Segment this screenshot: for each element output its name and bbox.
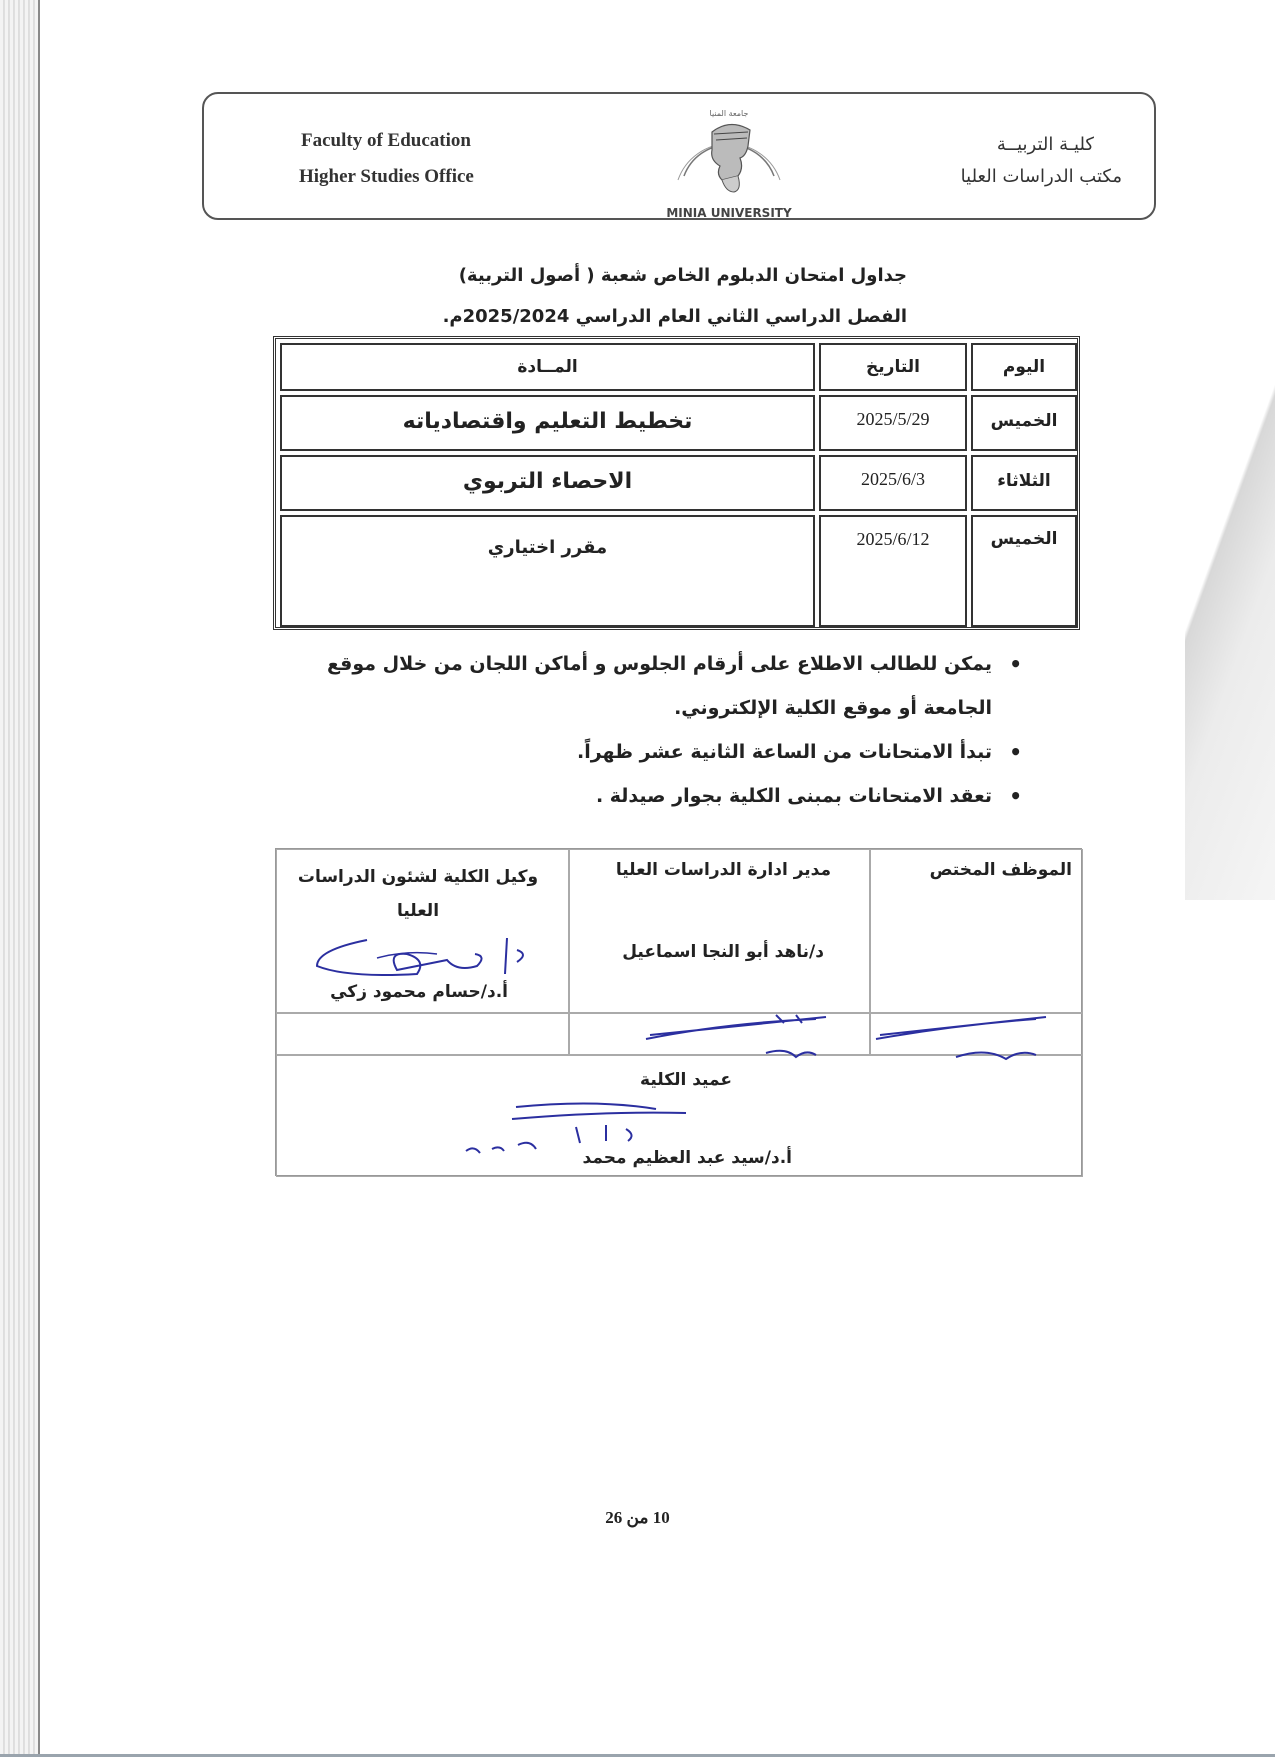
note-item: • تبدأ الامتحانات من الساعة الثانية عشر ظهراً.	[282, 730, 1022, 774]
dean-name: أ.د/سيد عبد العظيم محمد	[582, 1148, 792, 1168]
row1-date: 2025/5/29	[819, 395, 967, 451]
university-logo	[664, 106, 794, 222]
exam-schedule-table	[273, 336, 1080, 630]
row3-date: 2025/6/12	[819, 515, 967, 627]
logo-caption: MINIA UNIVERSITY	[666, 206, 792, 220]
logo-arc-text: جامعة المنيا	[709, 109, 749, 118]
header-date: التاريخ	[819, 343, 967, 391]
vice-dean-cell	[276, 849, 569, 1013]
letterhead	[202, 92, 1156, 220]
notes-list	[282, 642, 1022, 818]
vice-dean-title: وكيل الكلية لشئون الدراسات العليا	[297, 867, 539, 921]
signatures-table	[275, 848, 1082, 1176]
dean-signature	[456, 1099, 736, 1169]
manager-name: د/ناهد أبو النجا اسماعيل	[622, 942, 824, 962]
vice-dean-signature	[307, 930, 537, 990]
row2-subject: الاحصاء التربوي	[280, 455, 815, 511]
approval-scribbles	[636, 1009, 1096, 1069]
vice-dean-name: أ.د/حسام محمود زكي	[330, 982, 508, 1002]
manager-cell	[569, 849, 870, 1013]
schedule-title: جداول امتحان الدبلوم الخاص شعبة ( أصول التربية)	[458, 265, 907, 286]
nefertiti-emblem-icon	[664, 106, 794, 206]
header-day: اليوم	[971, 343, 1077, 391]
faculty-name-ar: كليـة التربيــة	[996, 134, 1094, 155]
manager-title: مدير ادارة الدراسات العليا	[615, 860, 831, 880]
paper-fold-shadow	[1185, 0, 1275, 900]
row3-day: الخميس	[971, 515, 1077, 627]
employee-cell	[870, 849, 1083, 1013]
dean-title: عميد الكلية	[640, 1070, 732, 1090]
header-subject: المــادة	[280, 343, 815, 391]
page-number: 10 من 26	[605, 1508, 670, 1527]
employee-title: الموظف المختص	[929, 860, 1072, 880]
row2-day: الثلاثاء	[971, 455, 1077, 511]
vice-dean-sign-cell	[276, 1013, 569, 1055]
note-item: • يمكن للطالب الاطلاع على أرقام الجلوس و أماكن اللجان من خلال موقع الجامعة أو موقع الكلية الإلكتروني.	[282, 642, 1022, 730]
office-name-ar: مكتب الدراسات العليا	[960, 166, 1122, 187]
semester-title: الفصل الدراسي الثاني العام الدراسي 2025/2024م.	[442, 306, 907, 327]
row2-date: 2025/6/3	[819, 455, 967, 511]
office-name-en: Higher Studies Office	[299, 166, 474, 187]
row1-subject: تخطيط التعليم واقتصادياته	[280, 395, 815, 451]
faculty-name-en: Faculty of Education	[301, 130, 471, 151]
note-item: • تعقد الامتحانات بمبنى الكلية بجوار صيدلة .	[282, 774, 1022, 818]
paper-edge-line	[38, 0, 40, 1757]
paper-stack-edge	[0, 0, 38, 1757]
row1-day: الخميس	[971, 395, 1077, 451]
row3-subject: مقرر اختياري	[280, 515, 815, 627]
